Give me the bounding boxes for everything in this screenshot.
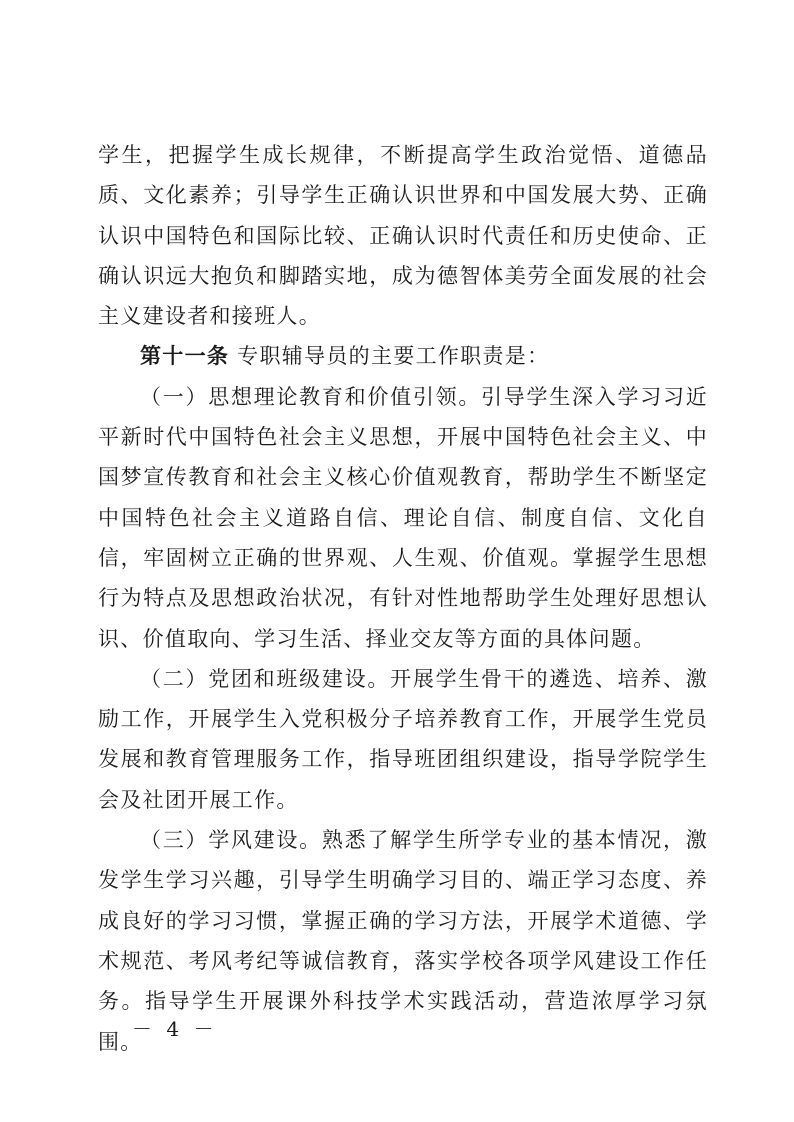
article-heading: 第十一条 [140,344,230,369]
paragraph-item-2: （二）党团和班级建设。开展学生骨干的遴选、培养、激励工作，开展学生入党积极分子培养教育工作，开展学生党员发展和教育管理服务工作，指导班团组织建设，指导学院学生会及社团开展工作。 [98,666,708,812]
article-text: 专职辅导员的主要工作职责是： [229,344,550,369]
paragraph-continuation: 学生，把握学生成长规律，不断提高学生政治觉悟、道德品质、文化素养；引导学生正确认识世界和中国发展大势、正确认识中国特色和国际比较、正确认识时代责任和历史使命、正确认识远大抱负和脚踏实地，成为德智体美劳全面发展的社会主义建设者和接班人。 [98,143,708,329]
paragraph-item-3: （三）学风建设。熟悉了解学生所学专业的基本情况，激发学生学习兴趣，引导学生明确学习目的、端正学习态度、养成良好的学习习惯，掌握正确的学习方法，开展学术道德、学术规范、考风考纪等诚信教育，落实学校各项学风建设工作任务。指导学生开展课外科技学术实践活动，营造浓厚学习氛围。 [98,828,708,1054]
paragraph-item-1: （一）思想理论教育和价值引领。引导学生深入学习习近平新时代中国特色社会主义思想，开展中国特色社会主义、中国梦宣传教育和社会主义核心价值观教育，帮助学生不断坚定中国特色社会主义道路自信、理论自信、制度自信、文化自信，牢固树立正确的世界观、人生观、价值观。掌握学生思想行为特点及思想政治状况，有针对性地帮助学生处理好思想认识、价值取向、学习生活、择业交友等方面的具体问题。 [98,384,708,651]
body-text [98,135,708,1062]
page-number: － 4 － [132,1017,218,1041]
paragraph-article-11 [98,336,708,376]
